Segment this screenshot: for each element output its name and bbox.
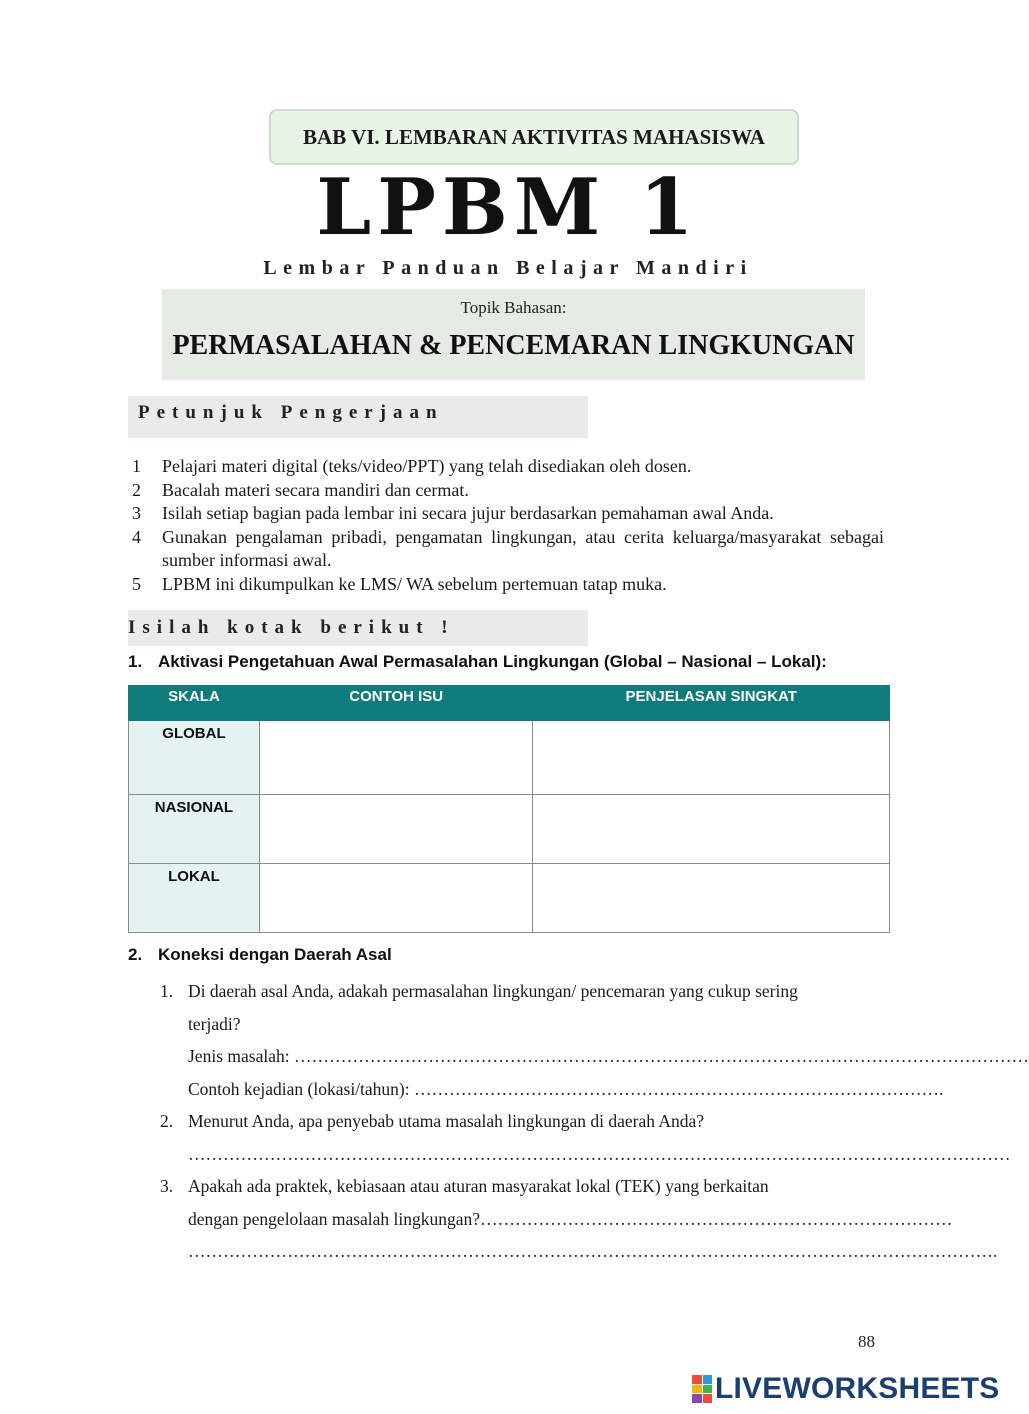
list-item xyxy=(160,1108,892,1141)
incident-example-answer-line[interactable]: Contoh kejadian (lokasi/tahun): ………………………………………………………………………………. xyxy=(188,1078,944,1099)
subquestion-text: Di daerah asal Anda, adakah permasalahan lingkungan/ pencemaran yang cukup sering xyxy=(188,981,798,1001)
instructions-list xyxy=(128,455,884,596)
answer-cell-explanation[interactable] xyxy=(533,864,890,933)
chapter-banner xyxy=(269,109,799,165)
subquestion-number: 2. xyxy=(160,1111,174,1131)
document-title: LPBM 1 xyxy=(316,162,700,253)
table-header-row xyxy=(129,686,890,721)
answer-cell-explanation[interactable] xyxy=(533,721,890,795)
document-subtitle: Lembar Panduan Belajar Mandiri xyxy=(263,257,753,279)
list-item xyxy=(160,978,892,1011)
question2-heading xyxy=(128,945,392,965)
answer-cell-issue[interactable] xyxy=(259,721,533,795)
question2-number: 2. xyxy=(128,945,143,964)
answer-cell-issue[interactable] xyxy=(259,795,533,864)
step-number: 3 xyxy=(132,503,141,523)
step-text: Pelajari materi digital (teks/video/PPT) yang telah disediakan oleh dosen. xyxy=(162,456,692,476)
local-practice-answer-line-2[interactable]: …………………………………………………………………………………………………………………………. xyxy=(188,1241,998,1261)
chapter-title: BAB VI. LEMBARAN AKTIVITAS MAHASISWA xyxy=(303,124,765,149)
question1-heading xyxy=(128,652,827,672)
topic-title: PERMASALAHAN & PENCEMARAN LINGKUNGAN xyxy=(172,330,855,361)
step-number: 2 xyxy=(132,479,141,500)
answer-cell-issue[interactable] xyxy=(259,864,533,933)
step-text: Gunakan pengalaman pribadi, pengamatan lingkungan, atau cerita keluarga/masyarakat sebagai sumber informasi awal. xyxy=(162,526,884,570)
table-row xyxy=(129,864,890,933)
topic-label: Topik Bahasan: xyxy=(460,298,567,317)
scale-table xyxy=(128,685,890,933)
column-header-scale: SKALA xyxy=(129,686,260,721)
answer-cell-explanation[interactable] xyxy=(533,795,890,864)
liveworksheets-logo-icon xyxy=(692,1375,712,1403)
subquestion-text: Menurut Anda, apa penyebab utama masalah lingkungan di daerah Anda? xyxy=(188,1111,705,1131)
subquestion-number: 1. xyxy=(160,981,174,1001)
column-header-issue: CONTOH ISU xyxy=(259,686,533,721)
cause-answer-line[interactable]: …………………………………………………………………………………………………………………………… xyxy=(188,1143,1011,1164)
local-practice-answer-line[interactable]: dengan pengelolaan masalah lingkungan?……………………………………………………………………… xyxy=(188,1208,953,1229)
fill-section-heading: Isilah kotak berikut ! xyxy=(128,610,588,646)
subquestion-text: Apakah ada praktek, kebiasaan atau aturan masyarakat lokal (TEK) yang berkaitan xyxy=(188,1176,769,1196)
brand-name: LIVEWORKSHEETS xyxy=(715,1372,1000,1405)
list-item xyxy=(128,526,884,573)
instructions-heading: Petunjuk Pengerjaan xyxy=(128,396,588,438)
list-item xyxy=(128,479,884,503)
column-header-explanation: PENJELASAN SINGKAT xyxy=(533,686,890,721)
list-item xyxy=(128,455,884,479)
table-row xyxy=(129,721,890,795)
list-item xyxy=(128,502,884,526)
step-number: 4 xyxy=(132,526,141,547)
step-text: Isilah setiap bagian pada lembar ini secara jujur berdasarkan pemahaman awal Anda. xyxy=(162,503,774,523)
liveworksheets-brand[interactable] xyxy=(692,1372,1000,1406)
step-text: Bacalah materi secara mandiri dan cermat. xyxy=(162,479,469,500)
question2-list xyxy=(160,978,1029,1271)
table-row xyxy=(129,795,890,864)
scale-cell-global: GLOBAL xyxy=(129,721,260,795)
list-item xyxy=(160,1173,892,1206)
question1-number: 1. xyxy=(128,652,143,671)
problem-type-answer-line[interactable]: Jenis masalah: ……………………………………………………………………………………………………………… xyxy=(188,1046,1029,1066)
scale-cell-national: NASIONAL xyxy=(129,795,260,864)
subquestion-number: 3. xyxy=(160,1176,174,1196)
scale-cell-local: LOKAL xyxy=(129,864,260,933)
list-item xyxy=(128,573,884,597)
question2-title: Koneksi dengan Daerah Asal xyxy=(158,945,392,964)
subquestion-text-continued: terjadi? xyxy=(188,1013,241,1034)
step-number: 1 xyxy=(132,456,141,476)
step-number: 5 xyxy=(132,573,141,594)
step-text: LPBM ini dikumpulkan ke LMS/ WA sebelum pertemuan tatap muka. xyxy=(162,573,667,594)
page-number: 88 xyxy=(858,1332,875,1351)
question1-title: Aktivasi Pengetahuan Awal Permasalahan Lingkungan (Global – Nasional – Lokal): xyxy=(158,652,827,671)
